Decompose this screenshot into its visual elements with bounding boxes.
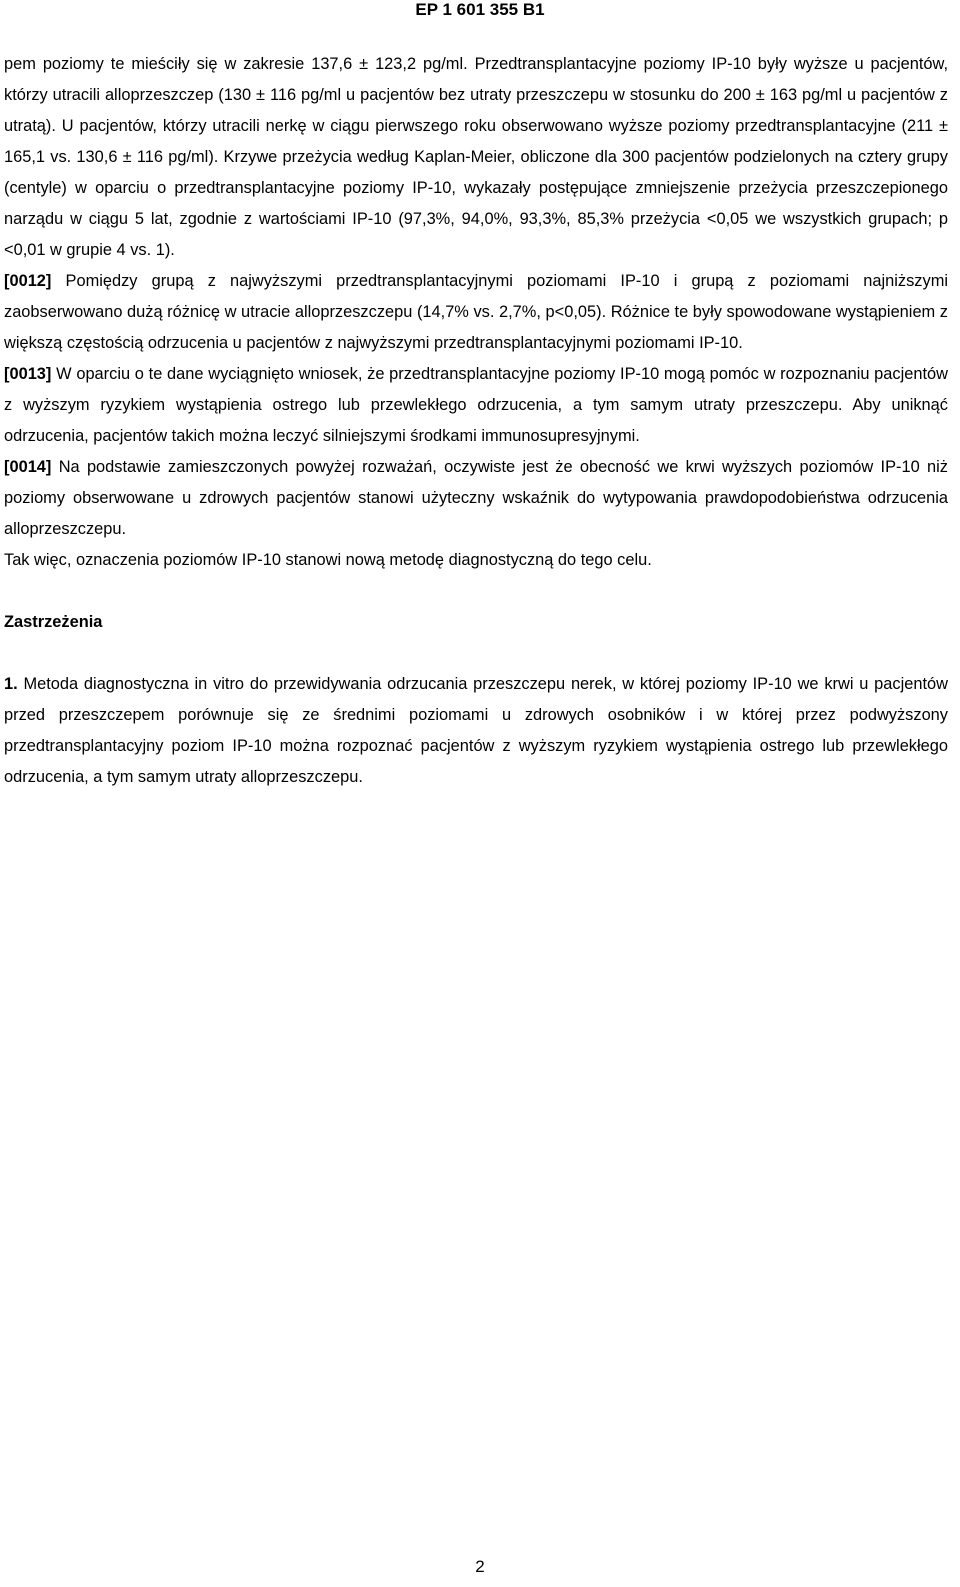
- claims-heading: Zastrzeżenia: [4, 613, 103, 631]
- patent-number-header: EP 1 601 355 B1: [415, 0, 545, 19]
- spacer: [4, 576, 948, 607]
- claim-text: Metoda diagnostyczna in vitro do przewidywania odrzucania przeszczepu nerek, w której poziomy IP-10 we krwi u pacjentów przed przeszczepem porównuje się ze średnimi poziomami u zdrowych osobników i w której przez podwyższony przedtransplantacyjny poziom IP-10 można rozpoznać pacjentów z wyższym ryzykiem wystąpienia ostrego lub przewlekłego odrzucenia, a tym samym utraty alloprzeszczepu.: [4, 675, 948, 786]
- paragraph-text: W oparciu o te dane wyciągnięto wniosek, że przedtransplantacyjne poziomy IP-10 mogą pomóc w rozpoznaniu pacjentów z wyższym ryzykiem wystąpienia ostrego lub przewlekłego odrzucenia, a tym samym utraty przeszczepu. Aby uniknąć odrzucenia, pacjentów takich można leczyć silniejszymi środkami immunosupresyjnymi.: [4, 365, 948, 445]
- paragraph-number: [0014]: [4, 458, 52, 476]
- paragraph-0014: [4, 452, 948, 545]
- paragraph-0012: [4, 266, 948, 359]
- paragraph-conclusion: [4, 545, 948, 576]
- paragraph-text: pem poziomy te mieściły się w zakresie 137,6 ± 123,2 pg/ml. Przedtransplantacyjne poziomy IP-10 były wyższe u pacjentów, którzy utracili alloprzeszczep (130 ± 116 pg/ml u pacjentów bez utraty przeszczepu w stosunku do 200 ± 163 pg/ml u pacjentów z utratą). U pacjentów, którzy utracili nerkę w ciągu pierwszego roku obserwowano wyższe poziomy przedtransplantacyjne (211 ± 165,1 vs. 130,6 ± 116 pg/ml). Krzywe przeżycia według Kaplan-Meier, obliczone dla 300 pacjentów podzielonych na cztery grupy (centyle) w oparciu o przedtransplantacyjne poziomy IP-10, wykazały postępujące zmniejszenie przeżycia przeszczepionego narządu w ciągu 5 lat, zgodnie z wartościami IP-10 (97,3%, 94,0%, 93,3%, 85,3% przeżycia <0,05 we wszystkich grupach; p <0,01 w grupie 4 vs. 1).: [4, 55, 948, 259]
- paragraph-0013: [4, 359, 948, 452]
- spacer: [4, 638, 948, 669]
- document-body: [4, 49, 948, 793]
- claim-1: [4, 669, 948, 793]
- paragraph-text: Pomiędzy grupą z najwyższymi przedtransplantacyjnymi poziomami IP-10 i grupą z poziomami najniższymi zaobserwowano dużą różnicę w utracie alloprzeszczepu (14,7% vs. 2,7%, p<0,05). Różnice te były spowodowane wystąpieniem z większą częstością odrzucenia u pacjentów z najwyższymi przedtransplantacyjnymi poziomami IP-10.: [4, 272, 948, 352]
- claim-number: 1.: [4, 675, 18, 693]
- paragraph-number: [0013]: [4, 365, 52, 383]
- paragraph-text: Na podstawie zamieszczonych powyżej rozważań, oczywiste jest że obecność we krwi wyższych poziomów IP-10 niż poziomy obserwowane u zdrowych pacjentów stanowi użyteczny wskaźnik do wytypowania prawdopodobieństwa odrzucenia alloprzeszczepu.: [4, 458, 948, 538]
- paragraph-text: Tak więc, oznaczenia poziomów IP-10 stanowi nową metodę diagnostyczną do tego celu.: [4, 551, 652, 569]
- paragraph-number: [0012]: [4, 272, 52, 290]
- page-number: 2: [475, 1557, 485, 1576]
- paragraph-continuation: [4, 49, 948, 266]
